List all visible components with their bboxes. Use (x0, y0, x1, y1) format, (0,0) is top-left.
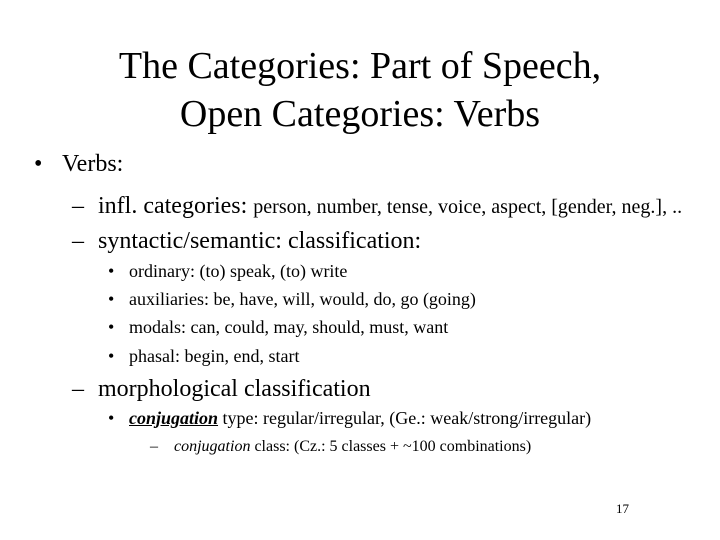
conjugation-class-text: class: (Cz.: 5 classes + ~100 combinations) (250, 438, 532, 455)
conjugation-type-text: type: regular/irregular, (Ge.: weak/strong/irregular) (218, 408, 592, 428)
list-item-auxiliaries (108, 288, 476, 310)
slide-title (0, 42, 720, 138)
bullet-marker: • (34, 151, 43, 177)
conjugation-class-term: conjugation (174, 438, 251, 455)
item-infl-categories (72, 192, 682, 221)
bullet-marker: • (108, 346, 115, 366)
infl-label: infl. categories: (98, 193, 254, 219)
dash-marker: – (72, 193, 84, 219)
list-item-ordinary (108, 260, 347, 282)
list-item-phasal (108, 345, 299, 367)
list-item-conjugation-class (150, 437, 531, 457)
verbs-label: Verbs: (62, 151, 124, 177)
list-item-modals (108, 316, 448, 338)
title-line-1: The Categories: Part of Speech, (118, 45, 602, 87)
dash-marker: – (72, 376, 84, 402)
list-item-text: auxiliaries: be, have, will, would, do, go (going) (129, 289, 476, 309)
infl-items: person, number, tense, voice, aspect, [gender, neg.], .. (253, 196, 683, 218)
morphological-label: morphological classification (98, 376, 371, 402)
title-line-2: Open Categories: Verbs (179, 93, 541, 135)
dash-marker: – (150, 438, 158, 455)
list-item-text: modals: can, could, may, should, must, want (129, 317, 449, 337)
page-number: 17 (616, 501, 629, 516)
list-item-text: ordinary: (to) speak, (to) write (129, 261, 348, 281)
syntactic-label: syntactic/semantic: classification: (98, 228, 422, 254)
list-item-text: phasal: begin, end, start (129, 346, 300, 366)
bullet-marker: • (108, 317, 115, 337)
conjugation-term: conjugation (129, 408, 219, 428)
bullet-marker: • (108, 289, 115, 309)
list-item-conjugation-type (108, 407, 591, 429)
bullet-marker: • (108, 261, 115, 281)
bullet-marker: • (108, 408, 115, 428)
dash-marker: – (72, 228, 84, 254)
item-syntactic-semantic (72, 227, 421, 255)
bullet-verbs (34, 150, 123, 178)
item-morphological (72, 375, 371, 403)
